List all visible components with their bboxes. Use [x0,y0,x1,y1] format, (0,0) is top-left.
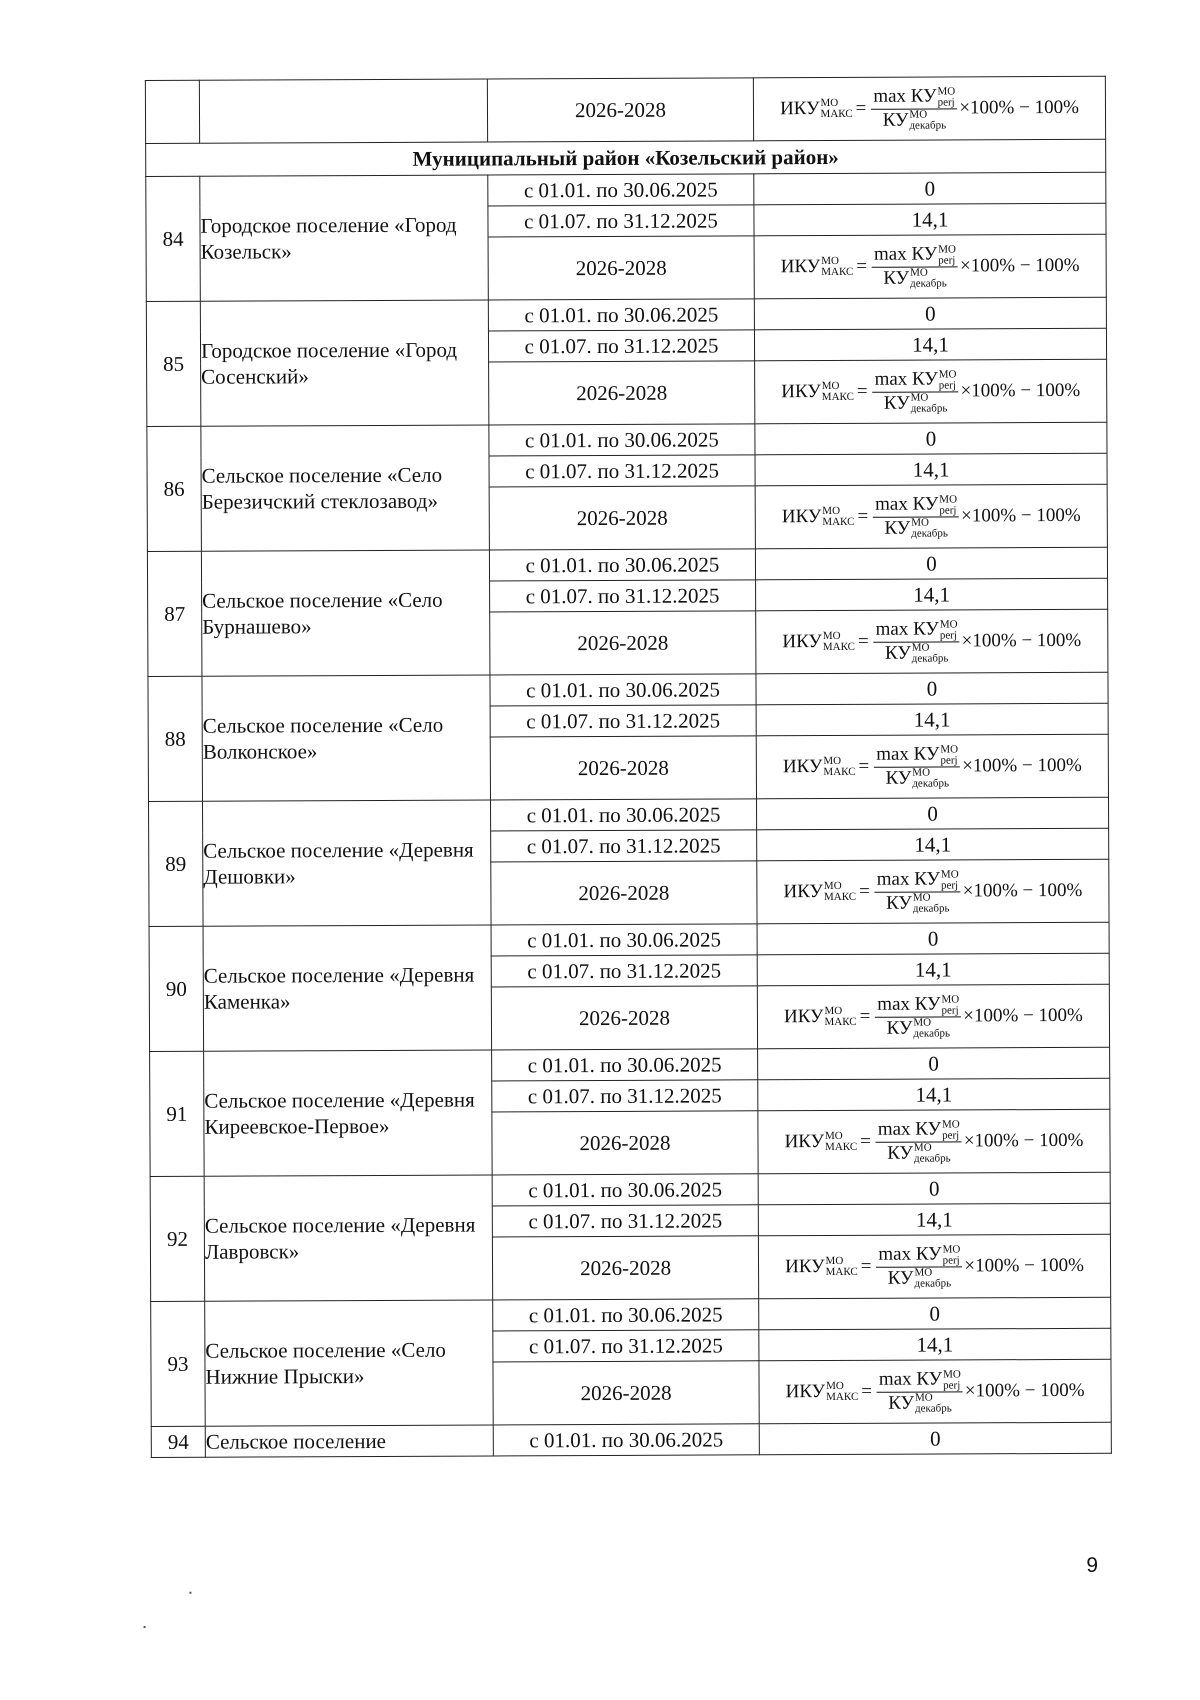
formula-cell [755,484,1107,549]
row-number-cell: 87 [147,551,202,676]
table-row [151,1297,1111,1332]
settlement-name-cell: Сельское поселение «Деревня Дешовки» [203,800,492,926]
period-cell: с 01.01. по 30.06.2025 [493,1299,759,1331]
formula-cell [759,1359,1111,1424]
region-header: Муниципальный район «Козельский район» [146,139,1106,176]
period-cell: с 01.07. по 31.12.2025 [492,1205,758,1237]
period-cell: с 01.01. по 30.06.2025 [488,299,754,331]
formula-cell [755,359,1107,424]
value-cell: 14,1 [756,578,1108,611]
value-cell: 14,1 [756,703,1108,736]
formula-cell [757,859,1109,924]
value-cell: 0 [756,672,1108,705]
period-cell: с 01.01. по 30.06.2025 [491,924,757,956]
period-cell: 2026-2028 [487,78,753,142]
period-cell: с 01.01. по 30.06.2025 [488,174,754,206]
value-cell: 0 [758,1172,1110,1205]
period-cell: 2026-2028 [491,986,757,1050]
settlement-name-cell: Сельское поселение «Деревня Каменка» [203,925,492,1051]
table-row [150,1172,1110,1207]
settlement-name-cell: Сельское поселение «Село Бурнашево» [201,550,490,676]
formula-cell [756,609,1108,674]
index-formula: ИКУ МО МАКС = max КУ МО perj КУ МО декабрь ×100% − 100% [780,84,1079,132]
period-cell: 2026-2028 [490,611,756,675]
period-cell: 2026-2028 [492,1111,758,1175]
period-cell: с 01.01. по 30.06.2025 [492,1049,758,1081]
settlement-name-cell: Сельское поселение «Село Нижние Прыски» [205,1300,494,1426]
value-cell: 0 [754,172,1106,205]
settlement-name-cell: Сельское поселение «Село Волконское» [202,675,491,801]
index-formula: ИКУ МО МАКС = max КУ МО perj КУ МО декабрь ×100% − 100% [781,492,1081,540]
value-cell: 14,1 [754,203,1106,236]
settlement-name-cell: Сельское поселение «Деревня Киреевское-Первое» [204,1050,493,1176]
period-cell: с 01.07. по 31.12.2025 [488,330,754,362]
formula-cell [758,1234,1110,1299]
table-row [148,672,1108,707]
settlement-name-cell: Сельское поселение [205,1425,493,1457]
table-row [146,297,1106,332]
region-header-row [146,139,1106,176]
formula-cell [754,234,1106,299]
period-cell: 2026-2028 [490,736,756,800]
value-cell: 0 [755,547,1107,580]
value-cell: 14,1 [758,1078,1110,1111]
value-cell: 14,1 [754,328,1106,361]
period-cell: 2026-2028 [492,1236,758,1300]
value-cell: 14,1 [755,453,1107,486]
index-formula: ИКУ МО МАКС = max КУ МО perj КУ МО декабрь ×100% − 100% [781,367,1081,415]
index-formula: ИКУ МО МАКС = max КУ МО perj КУ МО декабрь ×100% − 100% [785,1242,1085,1290]
settlement-name-cell: Сельское поселение «Село Березичский стеклозавод» [201,425,490,551]
settlement-name-cell: Сельское поселение «Деревня Лавровск» [204,1175,493,1301]
value-cell: 14,1 [757,828,1109,861]
settlement-name-cell [199,79,487,143]
formula-cell [753,76,1105,141]
value-cell: 0 [757,922,1109,955]
table-row [150,1047,1110,1082]
value-cell: 0 [754,297,1106,330]
period-cell: с 01.01. по 30.06.2025 [490,674,756,706]
period-cell: 2026-2028 [488,236,754,300]
period-cell: с 01.01. по 30.06.2025 [492,1174,758,1206]
period-cell: с 01.07. по 31.12.2025 [491,830,757,862]
row-number-cell: 85 [146,301,201,426]
table-row [147,422,1107,457]
period-cell: с 01.07. по 31.12.2025 [490,705,756,737]
value-cell: 14,1 [758,1203,1110,1236]
table-row [149,922,1109,957]
scan-speck [189,1592,191,1594]
continuation-row [145,76,1105,143]
table-row [149,797,1109,832]
period-cell: с 01.07. по 31.12.2025 [491,955,757,987]
index-formula: ИКУ МО МАКС = max КУ МО perj КУ МО декабрь ×100% − 100% [780,242,1080,290]
period-cell: с 01.01. по 30.06.2025 [493,1424,759,1456]
value-cell: 0 [759,1422,1111,1455]
period-cell: с 01.07. по 31.12.2025 [488,205,754,237]
index-formula: ИКУ МО МАКС = max КУ МО perj КУ МО декабрь ×100% − 100% [783,867,1083,915]
period-cell: с 01.07. по 31.12.2025 [490,580,756,612]
row-number-cell: 88 [148,676,203,801]
row-number-cell: 92 [150,1176,205,1301]
period-cell: 2026-2028 [489,486,755,550]
page-number: 9 [1086,1553,1099,1577]
period-cell: 2026-2028 [489,361,755,425]
scan-speck [144,1626,146,1628]
value-cell: 0 [758,1047,1110,1080]
period-cell: 2026-2028 [493,1361,759,1425]
row-number-cell [145,80,199,143]
period-cell: с 01.07. по 31.12.2025 [492,1080,758,1112]
index-formula: ИКУ МО МАКС = max КУ МО perj КУ МО декабрь ×100% − 100% [784,1117,1084,1165]
tariff-table [145,76,1112,1458]
period-cell: 2026-2028 [491,861,757,925]
index-formula: ИКУ МО МАКС = max КУ МО perj КУ МО декабрь ×100% − 100% [782,742,1082,790]
period-cell: с 01.01. по 30.06.2025 [489,549,755,581]
row-number-cell: 91 [150,1051,205,1176]
table-row [147,547,1107,582]
value-cell: 14,1 [759,1328,1111,1361]
index-formula: ИКУ МО МАКС = max КУ МО perj КУ МО декабрь ×100% − 100% [782,617,1082,665]
formula-cell [757,984,1109,1049]
formula-cell [756,734,1108,799]
table-row [151,1422,1111,1457]
index-formula: ИКУ МО МАКС = max КУ МО perj КУ МО декабрь ×100% − 100% [785,1367,1085,1415]
period-cell: с 01.01. по 30.06.2025 [490,799,756,831]
settlement-name-cell: Городское поселение «Город Сосенский» [200,300,489,426]
settlement-name-cell: Городское поселение «Город Козельск» [200,175,489,301]
row-number-cell: 86 [147,426,202,551]
period-cell: с 01.01. по 30.06.2025 [489,424,755,456]
period-cell: с 01.07. по 31.12.2025 [493,1330,759,1362]
row-number-cell: 90 [149,926,204,1051]
value-cell: 0 [755,422,1107,455]
value-cell: 14,1 [757,953,1109,986]
index-formula: ИКУ МО МАКС = max КУ МО perj КУ МО декабрь ×100% − 100% [783,992,1083,1040]
value-cell: 0 [756,797,1108,830]
tariff-table-body [145,76,1111,1457]
row-number-cell: 84 [146,176,201,301]
row-number-cell: 93 [151,1301,206,1426]
row-number-cell: 89 [149,801,204,926]
table-row [146,172,1106,207]
period-cell: с 01.07. по 31.12.2025 [489,455,755,487]
value-cell: 0 [759,1297,1111,1330]
row-number-cell: 94 [151,1426,205,1457]
formula-cell [758,1109,1110,1174]
